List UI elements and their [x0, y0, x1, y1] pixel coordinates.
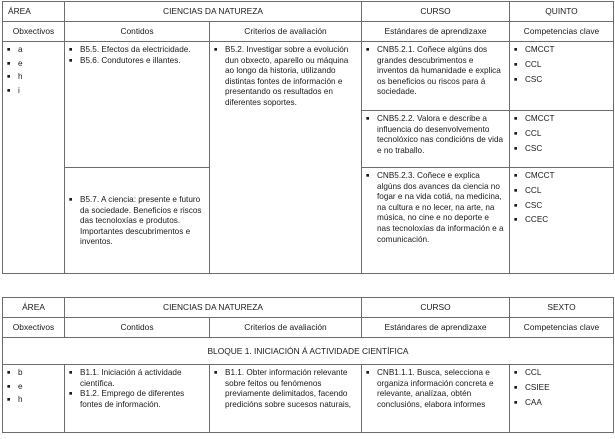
curriculum-table-sexto	[2, 297, 614, 433]
objectives-cell	[3, 42, 65, 274]
contents-cell	[65, 168, 210, 274]
standards-column-header: Estándares de aprendizaxe	[362, 22, 510, 42]
content-item: ■ B5.7. A ciencia: presente e futuro da sociedade. Beneficios e riscos das tecnoloxías e produtos. Importantes descubrimentos e inventos.	[65, 195, 205, 248]
contents-column-header: Contidos	[65, 318, 210, 338]
criteria-column-header: Criterios de avaliación	[210, 22, 362, 42]
grade-title: SEXTO	[510, 298, 614, 318]
competence-item: ■ CMCCT	[510, 114, 609, 125]
standard-item: ■ CNB5.2.3. Coñece e explica algúns dos avances da ciencia no fogar e na vida cotiá, na medicina, na cultura e no lecer, na arte, na música, no cine e no deporte e nas tecnoloxías da información e a comunicación.	[362, 171, 504, 245]
competences-cell	[510, 111, 614, 168]
standards-column-header: Estándares de aprendizaxe	[362, 318, 510, 338]
content-item: ■ B5.6. Condutores e illantes.	[65, 56, 205, 67]
contents-cell	[65, 365, 210, 433]
criterion-item: ■ B5.2. Investigar sobre a evolución dun obxecto, aparello ou máquina ao longo da historia, utilizando distintas fontes de información e presentando os resultados en diferentes soportes.	[210, 45, 357, 109]
competence-item: ■ CSIEE	[510, 383, 609, 394]
objectives-column-header: Obxectivos	[3, 22, 65, 42]
competences-cell	[510, 365, 614, 433]
objective-item: ■ h	[3, 72, 60, 83]
content-item: ■ B1.2. Emprego de diferentes fontes de información.	[65, 389, 205, 410]
standard-item: ■ CNB1.1.1. Busca, selecciona e organiza información concreta e relevante, analízaa, obtén conclusións, elabora informes	[362, 368, 504, 410]
competence-item: ■ CMCCT	[510, 45, 609, 56]
objective-item: ■ a	[3, 45, 60, 56]
criteria-cell	[210, 365, 362, 433]
objectives-column-header: Obxectivos	[3, 318, 65, 338]
course-label: CURSO	[362, 298, 510, 318]
objective-item: ■ b	[3, 368, 60, 379]
competence-item: ■ CCL	[510, 186, 609, 197]
content-item: ■ B5.5. Efectos da electricidade.	[65, 45, 205, 56]
objective-item: ■ e	[3, 382, 60, 393]
competence-item: ■ CAA	[510, 398, 609, 409]
curriculum-table-quinto	[2, 1, 614, 274]
competence-item: ■ CCL	[510, 129, 609, 140]
criterion-item: ■ B1.1. Obter información relevante sobre feitos ou fenómenos previamente delimitados, facendo predicións sobre sucesos naturais,	[210, 368, 357, 410]
standard-cell	[362, 168, 510, 274]
competences-column-header: Competencias clave	[510, 318, 614, 338]
competences-cell	[510, 42, 614, 111]
area-label: ÁREA	[3, 298, 65, 318]
competence-item: ■ CSC	[510, 144, 609, 155]
area-label: ÁREA	[3, 2, 65, 22]
competence-item: ■ CCEC	[510, 215, 609, 226]
standard-cell	[362, 365, 510, 433]
competence-item: ■ CSC	[510, 201, 609, 212]
contents-cell	[65, 42, 210, 168]
standard-item: ■ CNB5.2.2. Valora e describe a influencia do desenvolvemento tecnolóxico nas condicións de vida e no traballo.	[362, 114, 504, 156]
subject-title: CIENCIAS DA NATUREZA	[65, 298, 362, 318]
standard-item: ■ CNB5.2.1. Coñece algúns dos grandes descubrimentos e inventos da humanidade e explica os beneficios ou riscos para á sociedade.	[362, 45, 504, 98]
standard-cell	[362, 42, 510, 111]
contents-column-header: Contidos	[65, 22, 210, 42]
standard-cell	[362, 111, 510, 168]
competences-cell	[510, 168, 614, 274]
competence-item: ■ CSC	[510, 75, 609, 86]
objective-item: ■ i	[3, 86, 60, 97]
criteria-cell	[210, 42, 362, 274]
content-item: ■ B1.1. Iniciación á actividade científica.	[65, 368, 205, 389]
objectives-cell	[3, 365, 65, 433]
criteria-column-header: Criterios de avaliación	[210, 318, 362, 338]
grade-title: QUINTO	[510, 2, 614, 22]
competences-column-header: Competencias clave	[510, 22, 614, 42]
objective-item: ■ h	[3, 395, 60, 406]
objective-item: ■ e	[3, 59, 60, 70]
competence-item: ■ CCL	[510, 368, 609, 379]
block-title: BLOQUE 1. INICIACIÓN Á ACTIVIDADE CIENTÍFICA	[3, 338, 614, 365]
course-label: CURSO	[362, 2, 510, 22]
subject-title: CIENCIAS DA NATUREZA	[65, 2, 362, 22]
competence-item: ■ CCL	[510, 60, 609, 71]
competence-item: ■ CMCCT	[510, 171, 609, 182]
